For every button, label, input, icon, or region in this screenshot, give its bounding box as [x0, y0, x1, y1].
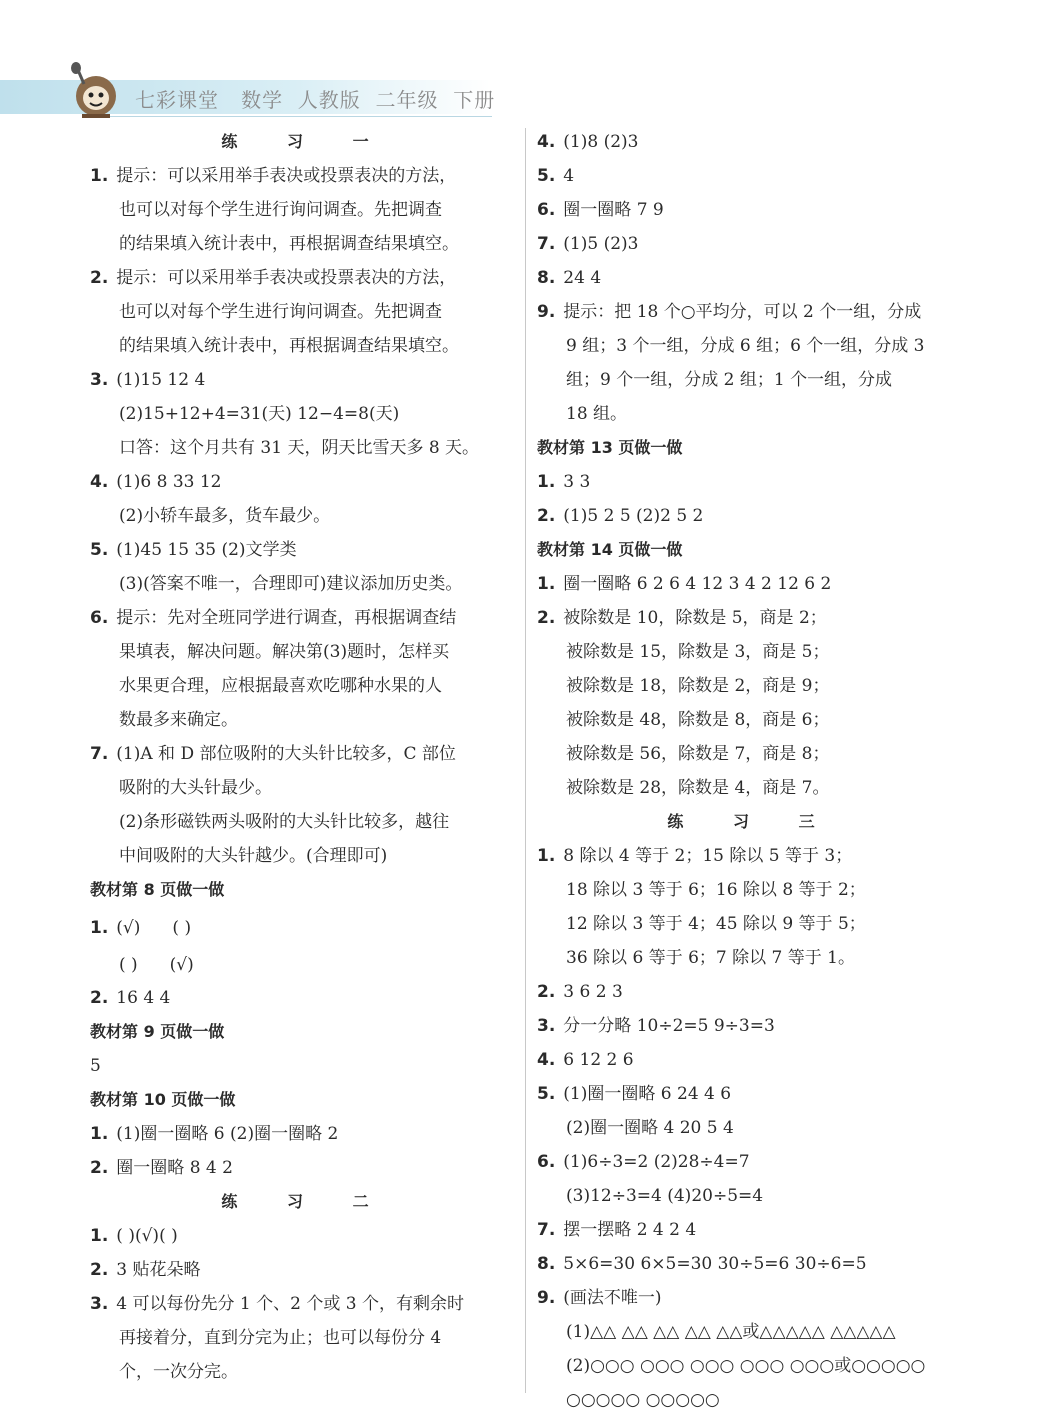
answer-text: 4 可以每份先分 1 个、2 个或 3 个，有剩余时 — [116, 1294, 464, 1314]
answer-text: (1)15 12 4 — [116, 370, 206, 390]
item-number: 8. — [537, 268, 556, 288]
item-number: 7. — [537, 1220, 556, 1240]
answer-line — [537, 1146, 967, 1180]
answer-text: 5 — [90, 1056, 101, 1076]
answer-line — [90, 466, 522, 500]
answer-text: (1)8 (2)3 — [563, 132, 639, 152]
answer-text: 被除数是 18，除数是 2，商是 9； — [566, 676, 830, 696]
answer-text: 提示：把 18 个○平均分，可以 2 个一组，分成 — [563, 302, 922, 322]
answer-text: 吸附的大头针最少。 — [119, 778, 272, 798]
answer-text: 提示：先对全班同学进行调查，再根据调查结 — [116, 608, 457, 628]
answer-text: 3 6 2 3 — [563, 982, 623, 1002]
item-number: 8. — [537, 1254, 556, 1274]
answer-line — [90, 262, 522, 296]
answer-line — [537, 1214, 967, 1248]
answer-line — [537, 1044, 967, 1078]
item-number: 6. — [90, 608, 109, 628]
answer-text: 8 除以 4 等于 2；15 除以 5 等于 3； — [563, 846, 853, 866]
answer-line — [537, 1248, 967, 1282]
answer-line — [90, 948, 522, 982]
answer-text: (2)圈一圈略 4 20 5 4 — [566, 1118, 734, 1138]
answer-text: 也可以对每个学生进行询问调查。先把调查 — [119, 200, 442, 220]
item-number: 1. — [537, 574, 556, 594]
answer-text: (画法不唯一) — [563, 1288, 662, 1308]
item-number: 3. — [90, 1294, 109, 1314]
answer-text: 4 — [563, 166, 575, 186]
item-number: 2. — [90, 268, 109, 288]
answer-text: 个，一次分完。 — [119, 1362, 238, 1382]
mascot-icon — [62, 58, 124, 122]
page-header — [0, 58, 1061, 128]
answer-text: 被除数是 10，除数是 5，商是 2； — [563, 608, 827, 628]
answer-line — [90, 982, 522, 1016]
answer-text: 的结果填入统计表中，再根据调查结果填空。 — [119, 336, 459, 356]
item-number: 5. — [537, 1084, 556, 1104]
header-rule — [110, 116, 492, 117]
item-number: 2. — [90, 1158, 109, 1178]
answer-text: (3)(答案不唯一，合理即可)建议添加历史类。 — [119, 574, 463, 594]
answer-line — [537, 296, 967, 330]
item-number: 1. — [90, 1124, 109, 1144]
answer-line — [90, 160, 522, 194]
answer-line — [537, 568, 967, 602]
answer-line — [90, 1220, 522, 1254]
answer-line — [537, 1282, 967, 1316]
answer-text: 果填表，解决问题。解决第(3)题时，怎样买 — [119, 642, 450, 662]
answer-text: 5×6=30 6×5=30 30÷5=6 30÷6=5 — [563, 1254, 867, 1274]
item-number: 7. — [90, 744, 109, 764]
answer-line — [537, 228, 967, 262]
answer-line — [537, 1010, 967, 1044]
textbook-section-heading: 教材第 13 页做一做 — [537, 438, 683, 457]
answer-line — [90, 1288, 522, 1322]
answer-text: (1)5 2 5 (2)2 5 2 — [563, 506, 704, 526]
check-cell: ( ) — [172, 918, 192, 938]
answer-text: (1)圈一圈略 6 24 4 6 — [563, 1084, 732, 1104]
item-number: 1. — [90, 918, 109, 938]
answer-text: 口答：这个月共有 31 天，阴天比雪天多 8 天。 — [119, 438, 480, 458]
answer-line — [537, 126, 967, 160]
answer-line — [537, 840, 967, 874]
answer-text: 的结果填入统计表中，再根据调查结果填空。 — [119, 234, 459, 254]
answer-text: (3)12÷3=4 (4)20÷5=4 — [566, 1186, 764, 1206]
item-number: 2. — [90, 1260, 109, 1280]
item-number: 4. — [537, 1050, 556, 1070]
answer-text: (1)A 和 D 部位吸附的大头针比较多，C 部位 — [116, 744, 456, 764]
answer-line — [90, 602, 522, 636]
item-number: 1. — [90, 166, 109, 186]
answer-text: 圈一圈略 6 2 6 4 12 3 4 2 12 6 2 — [563, 574, 832, 594]
item-number: 5. — [90, 540, 109, 560]
answer-text: (2)小轿车最多，货车最少。 — [119, 506, 331, 526]
answer-text: 也可以对每个学生进行询问调查。先把调查 — [119, 302, 442, 322]
check-cell: (√) — [116, 918, 141, 938]
answer-text: 圈一圈略 8 4 2 — [116, 1158, 233, 1178]
answer-text: 提示：可以采用举手表决或投票表决的方法， — [116, 166, 457, 186]
answer-text: ( )(√)( ) — [116, 1226, 178, 1246]
answer-line — [90, 364, 522, 398]
answer-text: 被除数是 48，除数是 8，商是 6； — [566, 710, 830, 730]
answer-line — [90, 738, 522, 772]
answer-text: 9 组；3 个一组，分成 6 组；6 个一组，分成 3 — [566, 336, 925, 356]
answer-text: 数最多来确定。 — [119, 710, 238, 730]
item-number: 2. — [537, 608, 556, 628]
textbook-section-heading: 教材第 8 页做一做 — [90, 880, 225, 899]
answer-text: ○○○○○ ○○○○○ — [566, 1390, 720, 1410]
item-number: 1. — [90, 1226, 109, 1246]
answer-text: (2)15+12+4=31(天) 12−4=8(天) — [119, 404, 400, 424]
answer-line — [537, 602, 967, 636]
answer-text: 被除数是 56，除数是 7，商是 8； — [566, 744, 830, 764]
answer-line — [537, 466, 967, 500]
section-title: 练 习 二 — [221, 1192, 391, 1211]
item-number: 1. — [537, 846, 556, 866]
answer-text: (1)5 (2)3 — [563, 234, 639, 254]
check-cell: ( ) — [119, 955, 138, 975]
answer-line — [537, 976, 967, 1010]
answer-text: 18 除以 3 等于 6；16 除以 8 等于 2； — [566, 880, 866, 900]
answer-text: 18 组。 — [566, 404, 628, 424]
answer-text: (1)6 8 33 12 — [116, 472, 222, 492]
answer-text: 16 4 4 — [116, 988, 171, 1008]
answer-text: 36 除以 6 等于 6；7 除以 7 等于 1。 — [566, 948, 855, 968]
textbook-section-heading: 教材第 10 页做一做 — [90, 1090, 236, 1109]
answer-line — [90, 1152, 522, 1186]
answer-text: 3 贴花朵略 — [116, 1260, 201, 1280]
answer-line — [537, 262, 967, 296]
answer-text: (1)△△ △△ △△ △△ △△或△△△△△ △△△△△ — [566, 1322, 896, 1342]
item-number: 7. — [537, 234, 556, 254]
answer-text: 组；9 个一组，分成 2 组；1 个一组，分成 — [566, 370, 893, 390]
right-column — [537, 126, 967, 1418]
answer-text: 水果更合理，应根据最喜欢吃哪种水果的人 — [119, 676, 442, 696]
section-title: 练 习 一 — [221, 132, 391, 151]
answer-text: 圈一圈略 7 9 — [563, 200, 664, 220]
item-number: 3. — [90, 370, 109, 390]
left-column — [90, 126, 522, 1390]
item-number: 2. — [537, 506, 556, 526]
answer-text: 6 12 2 6 — [563, 1050, 634, 1070]
answer-text: 摆一摆略 2 4 2 4 — [563, 1220, 697, 1240]
item-number: 9. — [537, 1288, 556, 1308]
answer-text: 中间吸附的大头针越少。(合理即可) — [119, 846, 388, 866]
textbook-section-heading: 教材第 9 页做一做 — [90, 1022, 225, 1041]
item-number: 2. — [90, 988, 109, 1008]
answer-line — [90, 534, 522, 568]
item-number: 4. — [90, 472, 109, 492]
item-number: 3. — [537, 1016, 556, 1036]
item-number: 2. — [537, 982, 556, 1002]
answer-text: 再接着分，直到分完为止；也可以每份分 4 — [119, 1328, 442, 1348]
answer-line — [537, 160, 967, 194]
check-cell: (√) — [169, 955, 194, 975]
answer-line — [90, 908, 522, 948]
answer-line — [90, 1118, 522, 1152]
header-title: 七彩课堂 数学 人教版 二年级 下册 — [135, 88, 496, 112]
item-number: 6. — [537, 200, 556, 220]
answer-text: (2)○○○ ○○○ ○○○ ○○○ ○○○或○○○○○ — [566, 1356, 926, 1376]
column-divider — [525, 128, 526, 1393]
answer-line — [537, 500, 967, 534]
answer-line — [537, 1078, 967, 1112]
item-number: 1. — [537, 472, 556, 492]
item-number: 9. — [537, 302, 556, 322]
answer-text: (1)圈一圈略 6 (2)圈一圈略 2 — [116, 1124, 339, 1144]
answer-line — [90, 1254, 522, 1288]
answer-text: 24 4 — [563, 268, 602, 288]
answer-text: (1)6÷3=2 (2)28÷4=7 — [563, 1152, 750, 1172]
answer-text: 被除数是 28，除数是 4，商是 7。 — [566, 778, 830, 798]
item-number: 5. — [537, 166, 556, 186]
item-number: 6. — [537, 1152, 556, 1172]
answer-text: 12 除以 3 等于 4；45 除以 9 等于 5； — [566, 914, 866, 934]
answer-text: 3 3 — [563, 472, 591, 492]
answer-text: 分一分略 10÷2=5 9÷3=3 — [563, 1016, 775, 1036]
item-number: 4. — [537, 132, 556, 152]
answer-line — [537, 194, 967, 228]
answer-text: (2)条形磁铁两头吸附的大头针比较多，越往 — [119, 812, 450, 832]
textbook-section-heading: 教材第 14 页做一做 — [537, 540, 683, 559]
section-title: 练 习 三 — [667, 812, 837, 831]
answer-text: 提示：可以采用举手表决或投票表决的方法， — [116, 268, 457, 288]
answer-text: (1)45 15 35 (2)文学类 — [116, 540, 297, 560]
answer-text: 被除数是 15，除数是 3，商是 5； — [566, 642, 830, 662]
